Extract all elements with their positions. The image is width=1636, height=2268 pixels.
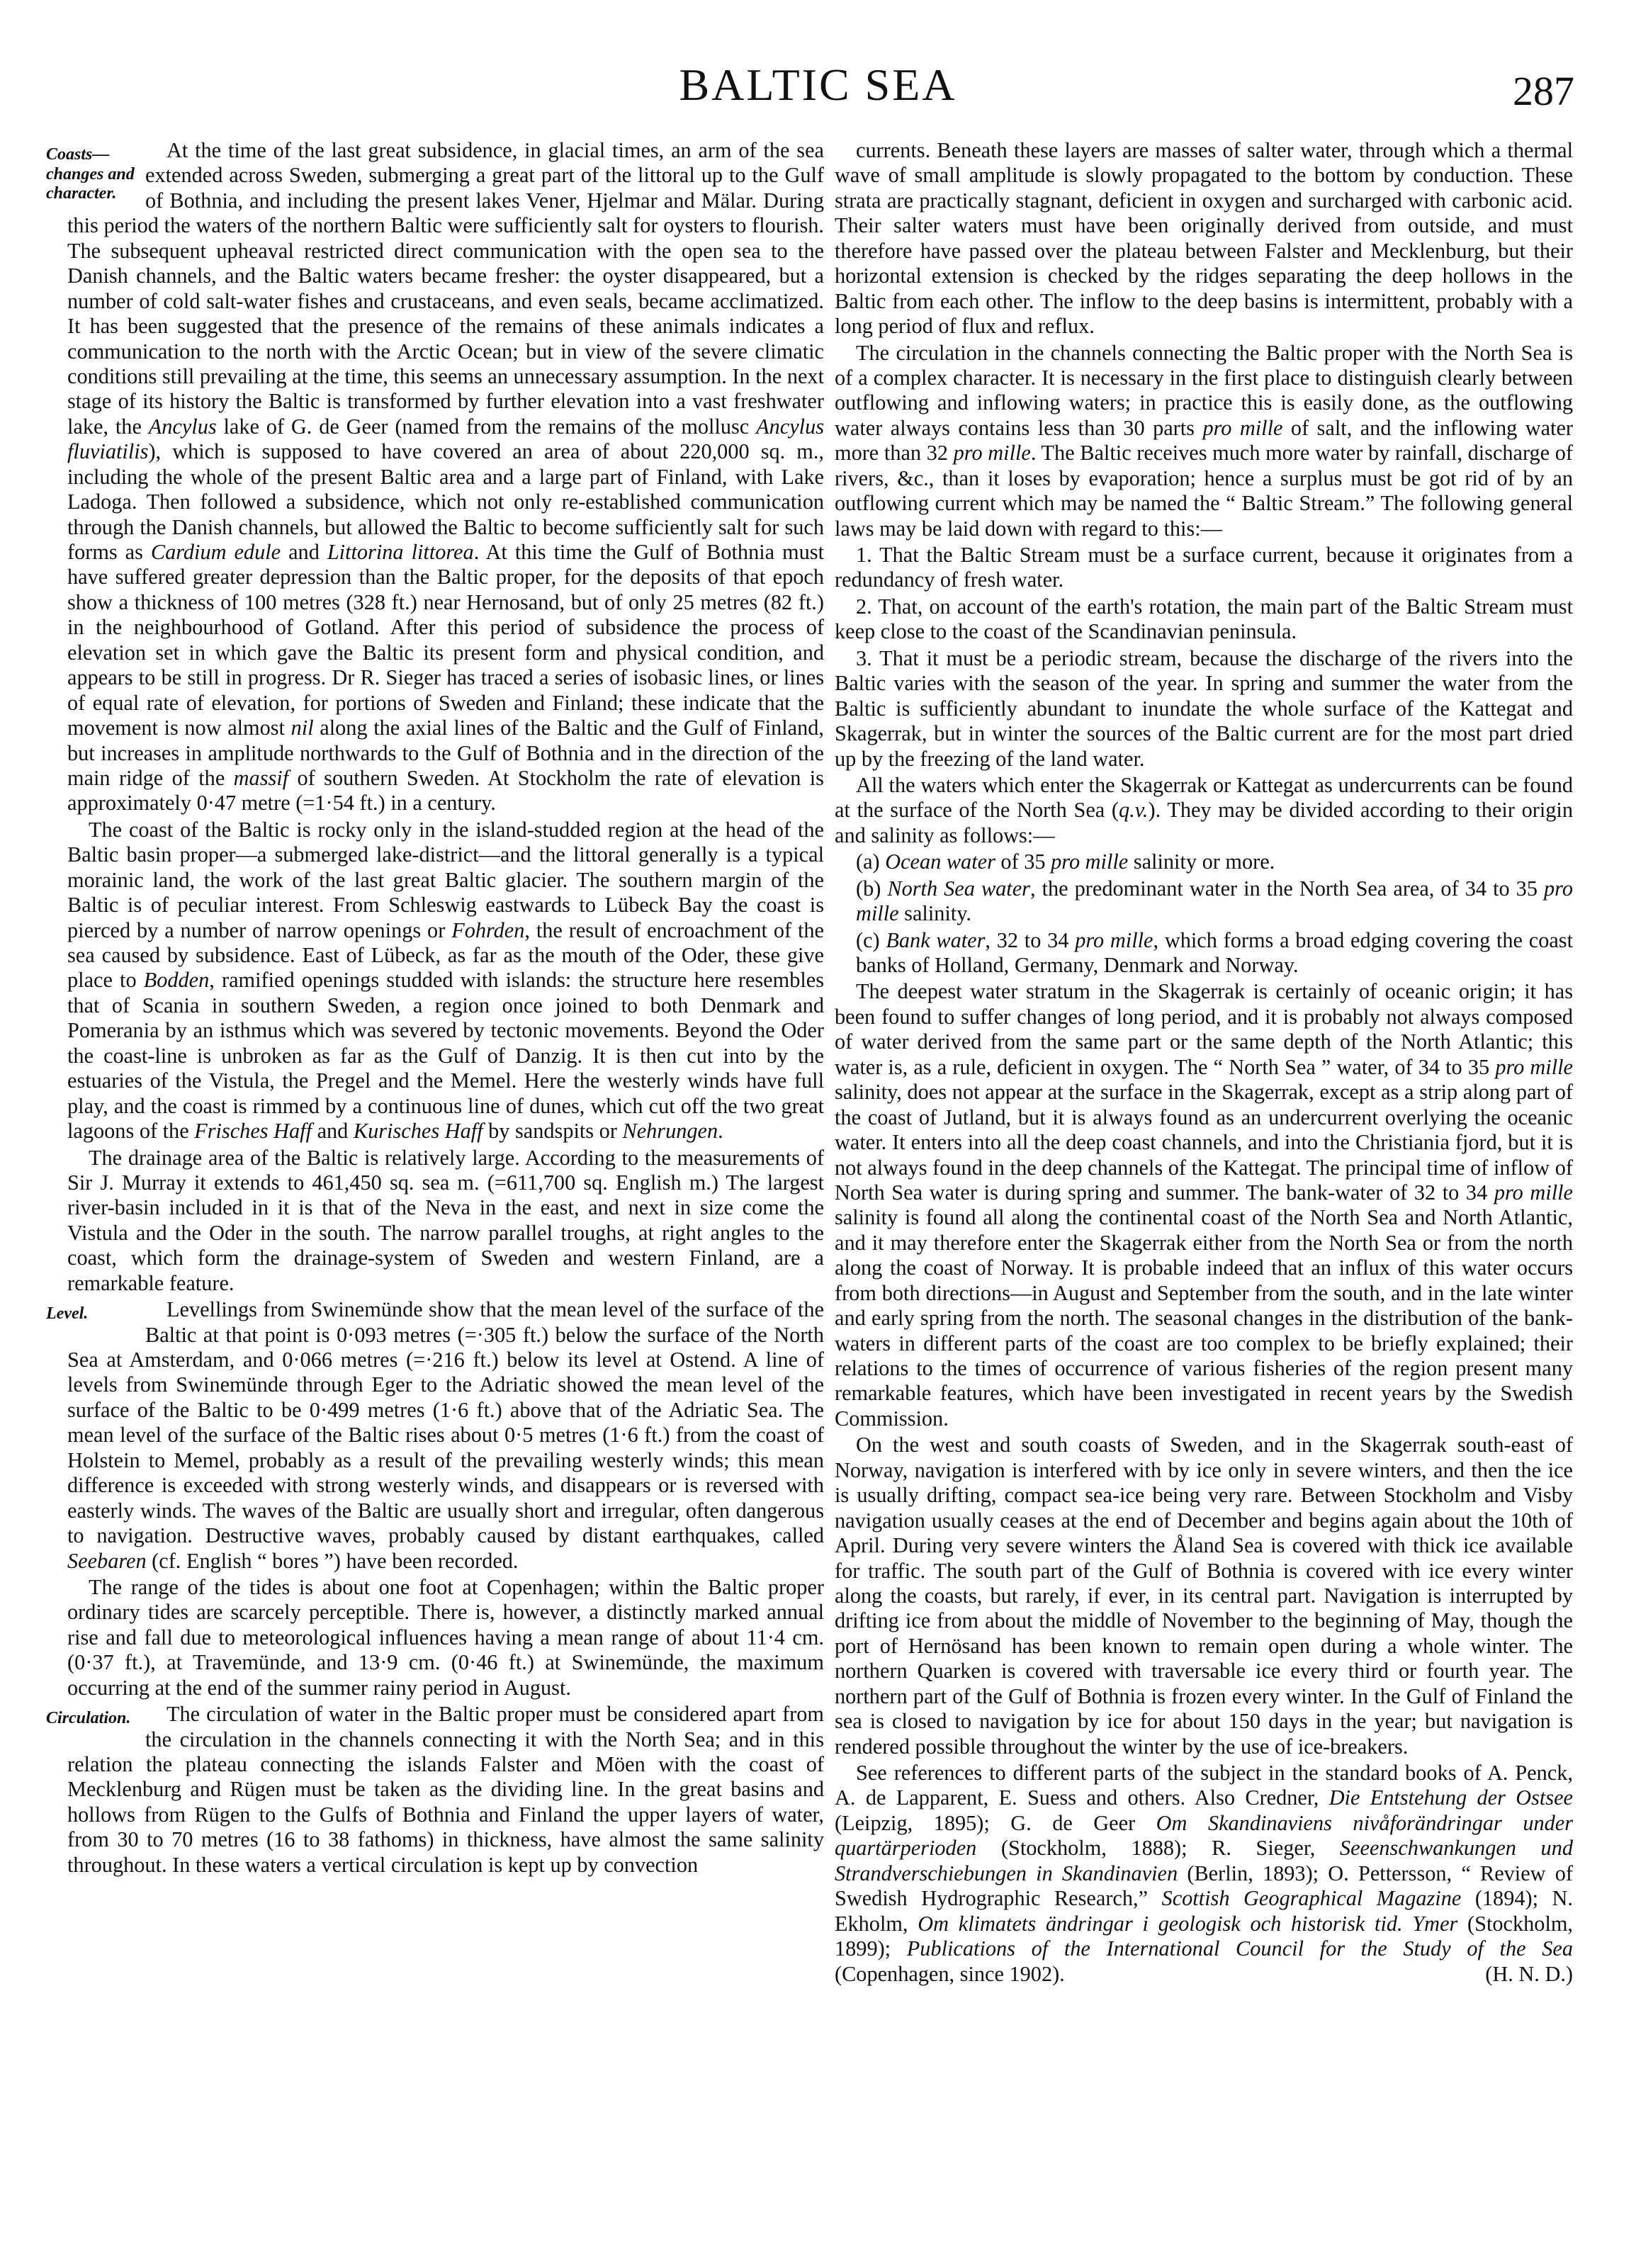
- right-column: [835, 138, 1573, 2239]
- law-item-2: 2. That, on account of the earth's rotation, the main part of the Baltic Stream must keep close to the coast of the Scandinavian peninsula.: [835, 594, 1573, 644]
- law-item-1: 1. That the Baltic Stream must be a surface current, because it originates from a redundancy of fresh water.: [835, 543, 1573, 592]
- sidenote-coasts: Coasts— changes and character.: [46, 145, 135, 203]
- author-signature: (H. N. D.): [1485, 1961, 1573, 1986]
- paragraph-tides: The range of the tides is about one foot at Copenhagen; within the Baltic proper ordinary tides are scarcely perceptible. There is, however, a distinctly marked annual rise and fall due to meteorological influences having a mean range of about 11·4 cm. (0·37 ft.), at Travemünde, and 13·9 cm. (0·46 ft.) at Swinemünde, the maximum occurring at the end of the summer rainy period in August.: [67, 1574, 824, 1700]
- paragraph-references: See references to different parts of the subject in the standard books of A. Penck, A. de Lapparent, E. Suess and others. Also Credner, Die Entstehung der Ostsee (Leipzig, 1895); G. de Geer Om Skandinaviens nivåforändringar under quartärperioden (Stockholm, 1888); R. Sieger, Seeenschwankungen und Strandverschiebungen in Skandinavien (Berlin, 1893); O. Pettersson, “ Review of Swedish Hydrographic Research,” Scottish Geographical Magazine (1894); N. Ekholm, Om klimatets ändringar i geologisk och historisk tid. Ymer (Stockholm, 1899); Publications of the International Council for the Study of the Sea (Copenhagen, since 1902). (H. N. D.): [835, 1761, 1574, 1986]
- paragraph-deep-waters: currents. Beneath these layers are masses of salter water, through which a thermal wave of small amplitude is slowly propagated to the bottom by conduction. These strata are practically stagnant, deficient in oxygen and surcharged with carbonic acid. Their salter waters must have been originally derived from outside, and must therefore have passed over the plateau between Falster and Mecklenburg, but their horizontal extension is checked by the ridges separating the deep hollows in the Baltic from each other. The inflow to the deep basins is intermittent, probably with a long period of flux and reflux.: [835, 138, 1573, 339]
- page-title: BALTIC SEA: [679, 60, 957, 110]
- paragraph-water-types: All the waters which enter the Skagerrak or Kattegat as undercurrents can be found at the surface of the North Sea (q.v.). They may be divided according to their origin and salinity as follows:—: [835, 772, 1573, 847]
- paragraph-postglacial-history: Coasts— changes and character. At the time of the last great subsidence, in glacial times, an arm of the sea extended across Sweden, submerging a great part of the littoral up to the Gulf of Bothnia, and including the present lakes Vener, Hjelmar and Mälar. During this period the waters of the northern Baltic were sufficiently salt for oysters to flourish. The subsequent upheaval restricted direct communication with the open sea to the Danish channels, and the Baltic waters became fresher: the oyster disappeared, but a number of cold salt-water fishes and crustaceans, and even seals, became acclimatized. It has been suggested that the presence of the remains of these animals indicates a communication to the north with the Arctic Ocean; but in view of the severe climatic conditions still prevailing at the time, this seems an unnecessary assumption. In the next stage of its history the Baltic is transformed by further elevation into a vast freshwater lake, the Ancylus lake of G. de Geer (named from the remains of the mollusc Ancylus fluviatilis), which is supposed to have covered an area of about 220,000 sq. m., including the whole of the present Baltic area and a large part of Finland, with Lake Ladoga. Then followed a subsidence, which not only re-established communication through the Danish channels, but allowed the Baltic to become sufficiently salt for such forms as Cardium edule and Littorina littorea. At this time the Gulf of Bothnia must have suffered greater depression than the Baltic proper, for the deposits of that epoch show a thickness of 100 metres (328 ft.) near Hernosand, but of only 25 metres (82 ft.) in the neighbourhood of Gotland. After this period of subsidence the process of elevation set in which gave the Baltic its present form and physical condition, and appears to be still in progress. Dr R. Sieger has traced a series of isobasic lines, or lines of equal rate of elevation, for portions of Sweden and Finland; these indicate that the movement is now almost nil along the axial lines of the Baltic and the Gulf of Finland, but increases in amplitude northwards to the Gulf of Bothnia and in the direction of the main ridge of the massif of southern Sweden. At Stockholm the rate of elevation is approximately 0·47 metre (=1·54 ft.) in a century.: [46, 138, 825, 816]
- water-type-bank: (c) Bank water, 32 to 34 pro mille, which forms a broad edging covering the coast banks of Holland, Germany, Denmark and Norway.: [856, 927, 1574, 977]
- sidenote-circulation: Circulation.: [46, 1709, 131, 1728]
- sidenote-level: Level.: [46, 1304, 89, 1324]
- page-number: 287: [1513, 68, 1574, 114]
- water-type-ocean: (a) Ocean water of 35 pro mille salinity or more.: [856, 850, 1275, 874]
- paragraph-level: Level. Levellings from Swinemünde show that the mean level of the surface of the Baltic at that point is 0·093 metres (=·305 ft.) below the surface of the North Sea at Amsterdam, and 0·066 metres (=·216 ft.) below its level at Ostend. A line of levels from Swinemünde through Eger to the Adriatic showed the mean level of the surface of the Baltic to be 0·499 metres (1·6 ft.) above that of the Adriatic Sea. The mean level of the surface of the Baltic rises about 0·5 metres (1·6 ft.) from the coast of Holstein to Memel, probably as a result of the prevailing westerly winds; this mean difference is exceeded with strong westerly winds, and disappears or is reversed with easterly winds. The waves of the Baltic are usually short and irregular, often dangerous to navigation. Destructive waves, probably caused by distant earthquakes, called Seebaren (cf. English “ bores ”) have been recorded.: [46, 1297, 824, 1573]
- paragraph-skagerrak: The deepest water stratum in the Skagerrak is certainly of oceanic origin; it has been found to suffer changes of long period, and it is probably not always composed of water derived from the same part or the same depth of the North Atlantic; this water is, as a rule, deficient in oxygen. The “ North Sea ” water, of 34 to 35 pro mille salinity, does not appear at the surface in the Skagerrak, except as a strip along part of the coast of Jutland, but it is always found as an undercurrent overlying the oceanic water. It enters into all the deep coast channels, and into the Christiania fjord, but it is not always found in the deep channels of the Kattegat. The principal time of inflow of North Sea water is during spring and summer. The bank-water of 32 to 34 pro mille salinity is found all along the continental coast of the North Sea and North Atlantic, and it may therefore enter the Skagerrak either from the North Sea or from the north along the coast of Norway. It is probable indeed that an influx of this water occurs from both directions—in August and September from the south, and in the late winter and early spring from the north. The seasonal changes in the distribution of the bank-waters in different parts of the coast are too complex to be briefly explained; their relations to the times of occurrence of various fisheries of the region present many remarkable features, which have been investigated in recent years by the Swedish Commission.: [835, 979, 1574, 1431]
- paragraph-channels: The circulation in the channels connecting the Baltic proper with the North Sea is of a complex character. It is necessary in the first place to distinguish clearly between outflowing and inflowing waters; in practice this is easily done, as the outflowing water always contains less than 30 parts pro mille of salt, and the inflowing water more than 32 pro mille. The Baltic receives much more water by rainfall, discharge of rivers, &c., than it loses by evaporation; hence a surplus must be got rid of by an outflowing current which may be named the “ Baltic Stream.” The following general laws may be laid down with regard to this:—: [835, 340, 1574, 541]
- paragraph-ice: On the west and south coasts of Sweden, and in the Skagerrak south-east of Norway, navigation is interfered with by ice only in severe winters, and then the ice is usually drifting, compact sea-ice being very rare. Between Stockholm and Visby navigation usually ceases at the end of December and begins again about the 10th of April. During very severe winters the Åland Sea is covered with thick ice available for traffic. The south part of the Gulf of Bothnia is covered with ice every winter along the coasts, but rarely, if ever, in its central part. Navigation is interrupted by drifting ice from about the middle of November to the beginning of May, though the port of Hernösand has been known to remain open during a whole winter. The northern Quarken is covered with traversable ice every third or fourth year. The northern part of the Gulf of Bothnia is frozen every winter. In the Gulf of Finland the sea is closed to navigation by ice for about 150 days in the year; but navigation is rendered possible throughout the winter by the use of ice-breakers.: [835, 1433, 1573, 1759]
- paragraph-circulation: Circulation. The circulation of water in the Baltic proper must be considered apart from the circulation in the channels connecting it with the North Sea; and in this relation the plateau connecting the islands Falster and Möen with the coast of Mecklenburg and Rügen must be taken as the dividing line. In the great basins and hollows from Rügen to the Gulfs of Bothnia and Finland the upper layers of water, from 30 to 70 metres (16 to 38 fathoms) in thickness, have almost the same salinity throughout. In these waters a vertical circulation is kept up by convection: [46, 1702, 824, 1877]
- left-column: [46, 138, 825, 2214]
- paragraph-coast: The coast of the Baltic is rocky only in the island-studded region at the head of the Baltic basin proper—a submerged lake-district—and the littoral generally is a typical morainic land, the work of the last great Baltic glacier. The southern margin of the Baltic is of peculiar interest. From Schleswig eastwards to Lübeck Bay the coast is pierced by a number of narrow openings or Fohrden, the result of encroachment of the sea caused by subsidence. East of Lübeck, as far as the mouth of the Oder, these give place to Bodden, ramified openings studded with islands: the structure here resembles that of Scania in southern Sweden, a region once joined to both Denmark and Pomerania by an isthmus which was severed by tectonic movements. Beyond the Oder the coast-line is unbroken as far as the Gulf of Danzig. It is then cut into by the estuaries of the Vistula, the Pregel and the Memel. Here the westerly winds have full play, and the coast is rimmed by a continuous line of dunes, which cut off the two great lagoons of the Frisches Haff and Kurisches Haff by sandspits or Nehrungen.: [67, 817, 825, 1144]
- paragraph-drainage: The drainage area of the Baltic is relatively large. According to the measurements of Sir J. Murray it extends to 461,450 sq. sea m. (=611,700 sq. English m.) The largest river-basin included in it is that of the Neva in the east, and next in size come the Vistula and the Oder in the south. The narrow parallel troughs, at right angles to the coast, which form the drainage-system of Sweden and western Finland, are a remarkable feature.: [67, 1145, 824, 1295]
- law-item-3: 3. That it must be a periodic stream, because the discharge of the rivers into the Baltic varies with the season of the year. In spring and summer the water from the Baltic is sufficiently abundant to inundate the whole surface of the Kattegat and Skagerrak, but in winter the sources of the Baltic current are for the most part dried up by the freezing of the land water.: [835, 645, 1573, 771]
- water-type-north-sea: (b) North Sea water, the predominant water in the North Sea area, of 34 to 35 pro mille salinity.: [856, 876, 1573, 926]
